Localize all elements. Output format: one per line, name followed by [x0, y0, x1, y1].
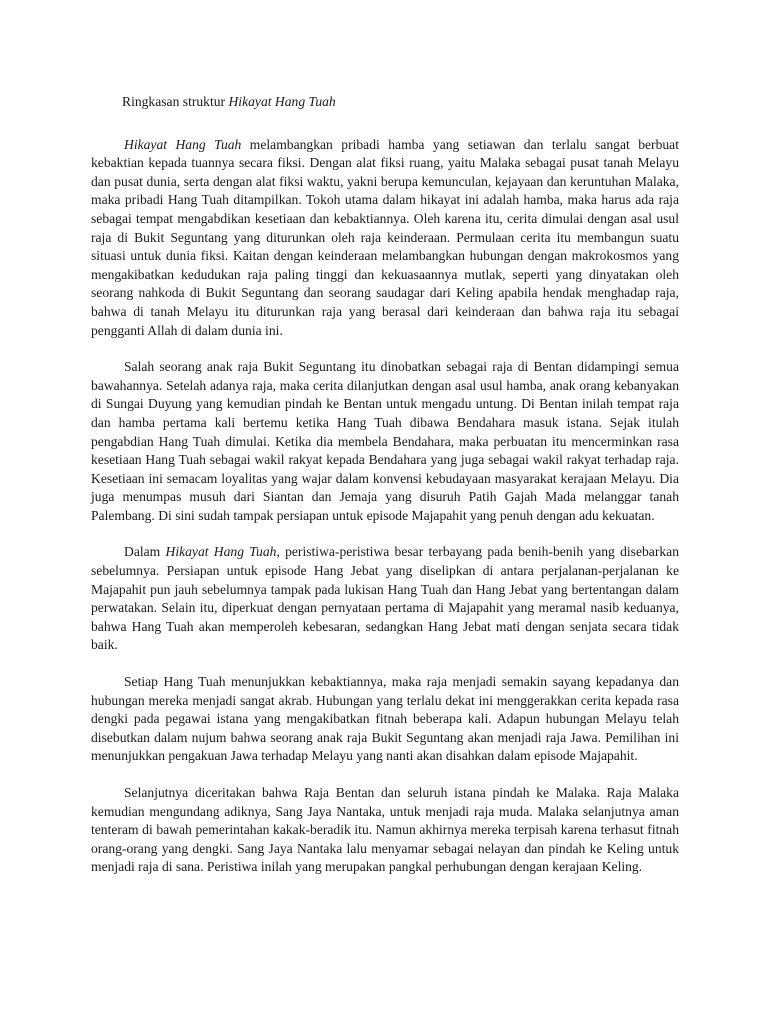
paragraph-2 [91, 358, 679, 525]
paragraph-5-text: Selanjutnya diceritakan bahwa Raja Bentan dan seluruh istana pindah ke Malaka. Raja Malaka kemudian mengundang adiknya, Sang Jaya Nantaka, untuk menjadi raja muda. Malaka selanjutnya aman tenteram di bawah pemerintahan kakak-beradik itu. Namun akhirnya mereka terpisah karena terhasut fitnah orang-orang yang dengki. Sang Jaya Nantaka lalu menyamar sebagai nelayan dan pindah ke Keling untuk menjadi raja di sana. Peristiwa inilah yang merupakan pangkal perhubungan dengan kerajaan Keling. [91, 785, 679, 875]
document-title [122, 93, 679, 112]
paragraph-3-text-before: Dalam [124, 544, 166, 560]
paragraph-1-italic-lead: Hikayat Hang Tuah [124, 136, 242, 152]
paragraph-2-text: Salah seorang anak raja Bukit Seguntang itu dinobatkan sebagai raja di Bentan didampingi semua bawahannya. Setelah adanya raja, maka cerita dilanjutkan dengan asal usul hamba, anak orang kebanyakan di Sungai Duyung yang kemudian pindah ke Bentan untuk mengadu untung. Di Bentan inilah tempat raja dan hamba pertama kali bertemu ketika Hang Tuah dibawa Bendahara masuk istana. Sejak itulah pengabdian Hang Tuah dimulai. Ketika dia membela Bendahara, maka perbuatan itu mencerminkan rasa kesetiaan Hang Tuah sebagai wakil rakyat kepada Bendahara yang juga sebagai wakil rakyat terhadap raja. Kesetiaan ini semacam loyalitas yang wajar dalam konvensi kebudayaan masyarakat kerajaan Melayu. Dia juga menumpas musuh dari Siantan dan Jemaja yang disuruh Patih Gajah Mada melanggar tanah Palembang. Di sini sudah tampak persiapan untuk episode Majapahit yang penuh dengan adu kekuatan. [91, 359, 679, 523]
paragraph-3-text-after: , peristiwa-peristiwa besar terbayang pada benih-benih yang disebarkan sebelumnya. Persiapan untuk episode Hang Jebat yang diselipkan di antara perjalanan-perjalanan ke Majapahit pun jauh sebelumnya tampak pada lukisan Hang Tuah dan Hang Jebat yang bertentangan dalam perwatakan. Selain itu, diperkuat dengan pernyataan pertama di Majapahit yang meramal nasib keduanya, bahwa Hang Tuah akan memperoleh kebesaran, sedangkan Hang Jebat mati dengan senjata secara tidak baik. [91, 544, 679, 653]
paragraph-1-text: melambangkan pribadi hamba yang setiawan dan terlalu sangat berbuat kebaktian kepada tuannya secara fiksi. Dengan alat fiksi ruang, yaitu Malaka sebagai pusat tanah Melayu dan pusat dunia, serta dengan alat fiksi waktu, yakni berupa kemunculan, kejayaan dan keruntuhan Malaka, maka pribadi Hang Tuah ditampilkan. Tokoh utama dalam hikayat ini adalah hamba, maka harus ada raja sebagai tempat mengabdikan kesetiaan dan kebaktiannya. Oleh karena itu, cerita dimulai dengan asal usul raja di Bukit Seguntang yang diturunkan oleh raja keinderaan. Permulaan cerita itu membangun suatu situasi untuk dunia fiksi. Kaitan dengan keinderaan melambangkan hubungan dengan makrokosmos yang mengakibatkan kedudukan raja paling tinggi dan kekuasaannya mutlak, seperti yang dinyatakan oleh seorang nahkoda di Bukit Seguntang dan seorang saudagar dari Keling apabila hendak menghadap raja, bahwa di tanah Melayu itu diturunkan raja yang berasal dari keinderaan dan bahwa raja itu sebagai pengganti Allah di dalam dunia ini. [91, 136, 679, 338]
paragraph-4-text: Setiap Hang Tuah menunjukkan kebaktiannya, maka raja menjadi semakin sayang kepadanya dan hubungan mereka menjadi sangat akrab. Hubungan yang terlalu dekat ini menggerakkan cerita kepada rasa dengki pada pegawai istana yang mengakibatkan fitnah beberapa kali. Adapun hubungan Melayu telah disebutkan dalam nujum bahwa seorang anak raja Bukit Seguntang akan menjadi raja Jawa. Pemilihan ini menunjukkan pengakuan Jawa terhadap Melayu yang nanti akan disahkan dalam episode Majapahit. [91, 674, 679, 764]
paragraph-1 [91, 136, 679, 341]
paragraph-3 [91, 543, 679, 655]
paragraph-4 [91, 673, 679, 766]
paragraph-3-italic: Hikayat Hang Tuah [165, 544, 277, 560]
document-body [91, 93, 679, 877]
paragraph-5 [91, 784, 679, 877]
title-italic: Hikayat Hang Tuah [228, 94, 336, 109]
title-prefix: Ringkasan struktur [122, 94, 229, 109]
